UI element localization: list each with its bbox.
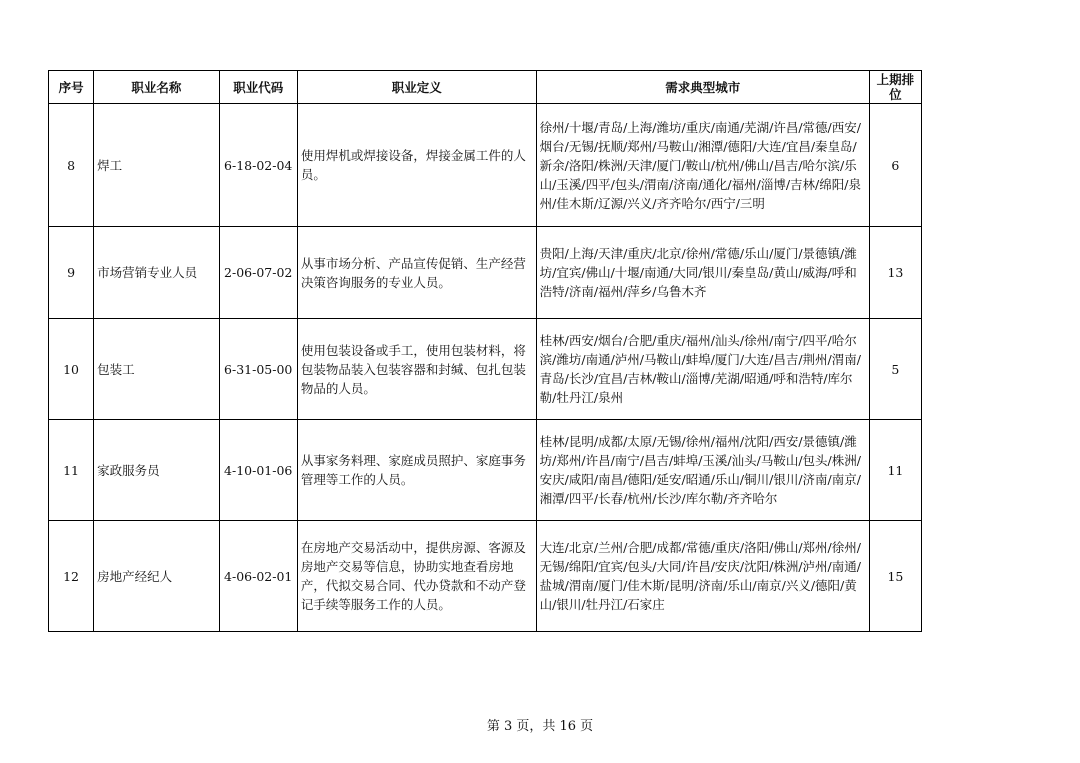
cell-seq: 9 [49, 227, 94, 319]
cell-previous-rank: 11 [869, 420, 921, 521]
cell-cities: 桂林/西安/烟台/合肥/重庆/福州/汕头/徐州/南宁/四平/哈尔滨/潍坊/南通/泸州/马鞍山/蚌埠/厦门/大连/昌吉/荆州/渭南/青岛/长沙/宜昌/吉林/鞍山/淄博/芜湖/昭通/呼和浩特/库尔勒/牡丹江/泉州 [536, 319, 869, 420]
occupation-table [48, 70, 922, 632]
cell-cities: 桂林/昆明/成都/太原/无锡/徐州/福州/沈阳/西安/景德镇/潍坊/郑州/许昌/南宁/昌吉/蚌埠/玉溪/汕头/马鞍山/包头/株洲/安庆/咸阳/南昌/德阳/延安/昭通/乐山/铜川/银川/济南/南京/湘潭/四平/长春/杭州/长沙/库尔勒/齐齐哈尔 [536, 420, 869, 521]
cell-seq: 11 [49, 420, 94, 521]
header-occupation-definition: 职业定义 [297, 71, 536, 104]
cell-occupation-name: 包装工 [94, 319, 219, 420]
cell-previous-rank: 15 [869, 521, 921, 632]
cell-previous-rank: 6 [869, 104, 921, 227]
cell-seq: 12 [49, 521, 94, 632]
header-occupation-name: 职业名称 [94, 71, 219, 104]
table-row [49, 521, 922, 632]
cell-definition: 使用包装设备或手工，使用包装材料，将包装物品装入包装容器和封缄、包扎包装物品的人员。 [297, 319, 536, 420]
header-seq: 序号 [49, 71, 94, 104]
table-row [49, 227, 922, 319]
cell-previous-rank: 13 [869, 227, 921, 319]
table-row [49, 319, 922, 420]
header-previous-rank: 上期排位 [869, 71, 921, 104]
cell-definition: 使用焊机或焊接设备，焊接金属工件的人员。 [297, 104, 536, 227]
cell-cities: 徐州/十堰/青岛/上海/潍坊/重庆/南通/芜湖/许昌/常德/西安/烟台/无锡/抚顺/郑州/马鞍山/湘潭/德阳/大连/宜昌/秦皇岛/新余/洛阳/株洲/天津/厦门/鞍山/杭州/佛山/昌吉/哈尔滨/乐山/玉溪/四平/包头/渭南/济南/通化/福州/淄博/吉林/绵阳/泉州/佳木斯/辽源/兴义/齐齐哈尔/西宁/三明 [536, 104, 869, 227]
cell-seq: 10 [49, 319, 94, 420]
cell-previous-rank: 5 [869, 319, 921, 420]
table-row [49, 420, 922, 521]
cell-cities: 大连/北京/兰州/合肥/成都/常德/重庆/洛阳/佛山/郑州/徐州/无锡/绵阳/宜宾/包头/大同/许昌/安庆/沈阳/株洲/泸州/南通/盐城/渭南/厦门/佳木斯/昆明/济南/乐山/南京/兴义/德阳/黄山/银川/牡丹江/石家庄 [536, 521, 869, 632]
cell-occupation-name: 市场营销专业人员 [94, 227, 219, 319]
table-row [49, 104, 922, 227]
cell-occupation-code: 6-18-02-04 [219, 104, 297, 227]
cell-definition: 从事家务料理、家庭成员照护、家庭事务管理等工作的人员。 [297, 420, 536, 521]
cell-occupation-code: 2-06-07-02 [219, 227, 297, 319]
cell-cities: 贵阳/上海/天津/重庆/北京/徐州/常德/乐山/厦门/景德镇/潍坊/宜宾/佛山/十堰/南通/大同/银川/秦皇岛/黄山/威海/呼和浩特/济南/福州/萍乡/乌鲁木齐 [536, 227, 869, 319]
cell-seq: 8 [49, 104, 94, 227]
cell-occupation-code: 6-31-05-00 [219, 319, 297, 420]
table-header-row [49, 71, 922, 104]
header-occupation-code: 职业代码 [219, 71, 297, 104]
cell-occupation-name: 房地产经纪人 [94, 521, 219, 632]
header-typical-cities: 需求典型城市 [536, 71, 869, 104]
cell-definition: 从事市场分析、产品宣传促销、生产经营决策咨询服务的专业人员。 [297, 227, 536, 319]
cell-occupation-name: 家政服务员 [94, 420, 219, 521]
page-footer: 第 3 页，共 16 页 [486, 719, 594, 734]
cell-occupation-code: 4-06-02-01 [219, 521, 297, 632]
cell-occupation-code: 4-10-01-06 [219, 420, 297, 521]
cell-occupation-name: 焊工 [94, 104, 219, 227]
cell-definition: 在房地产交易活动中，提供房源、客源及房地产交易等信息，协助实地查看房地产，代拟交易合同、代办贷款和不动产登记手续等服务工作的人员。 [297, 521, 536, 632]
